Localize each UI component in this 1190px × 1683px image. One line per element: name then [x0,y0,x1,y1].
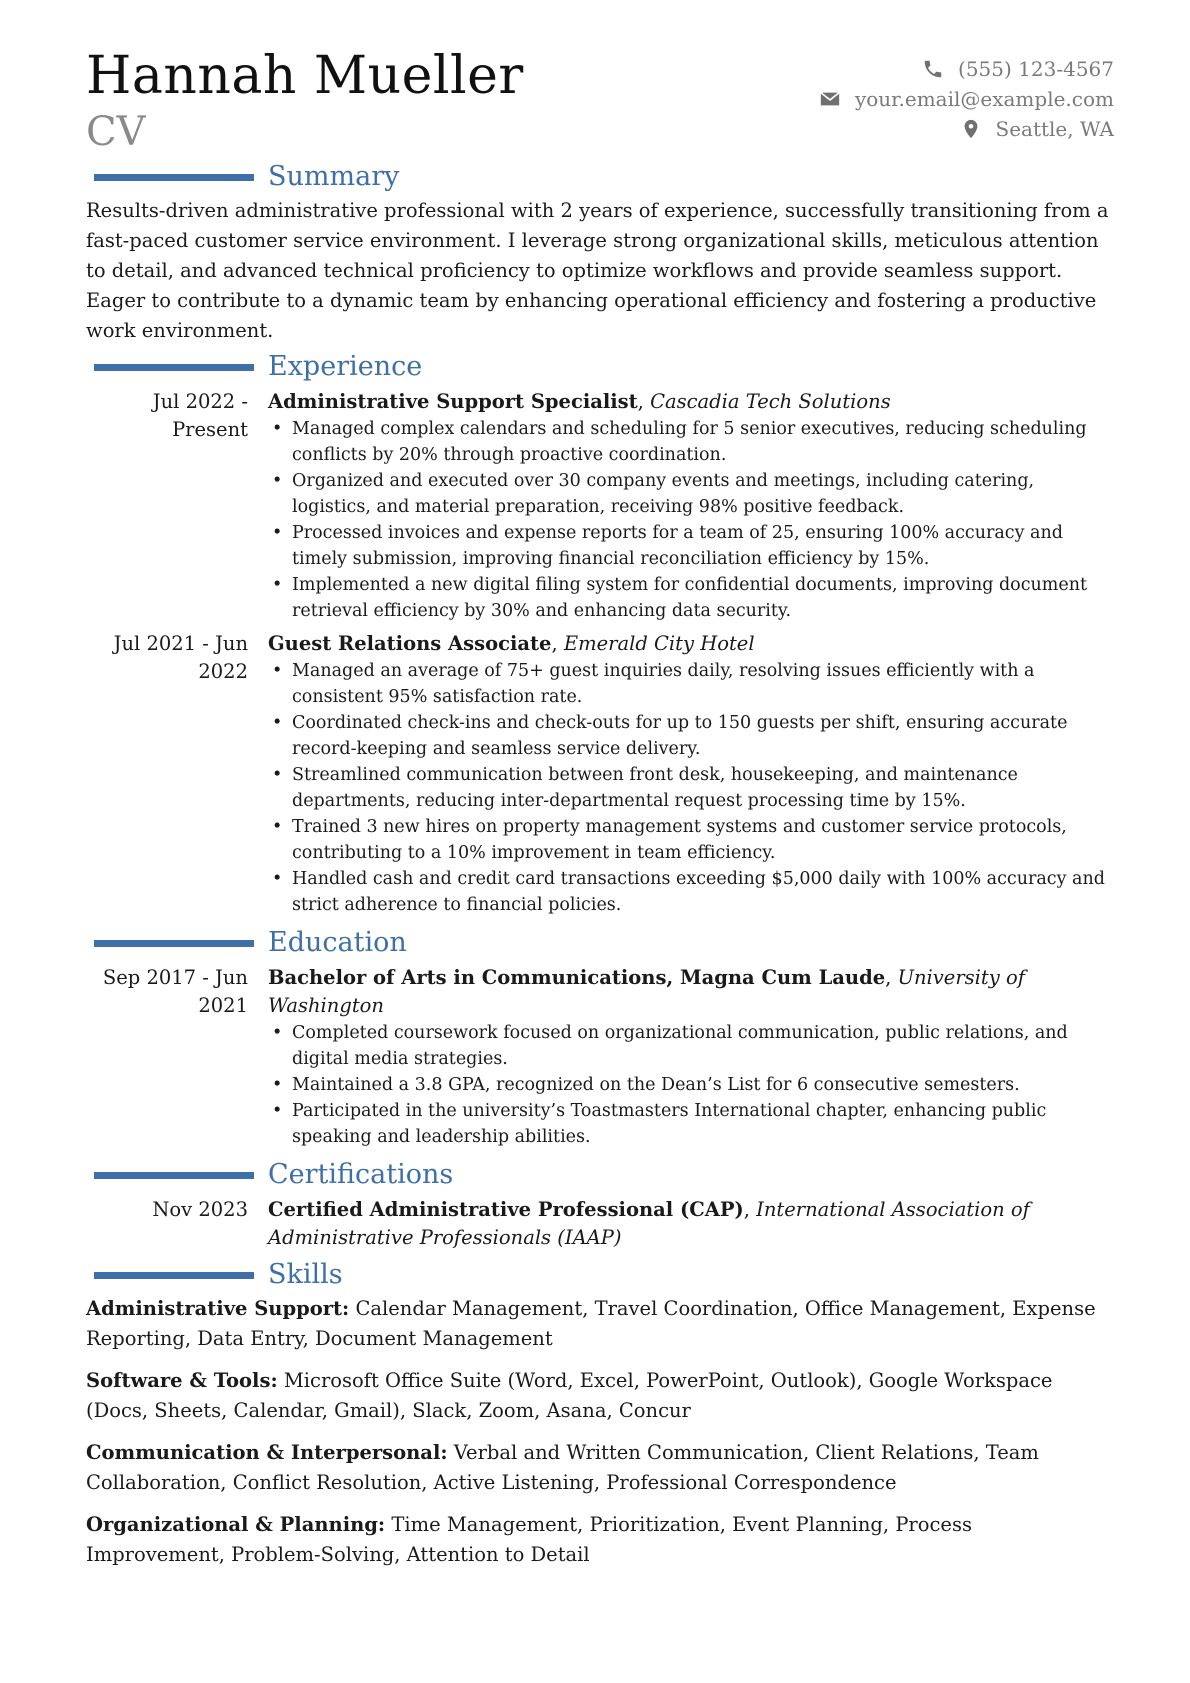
entry-date: Nov 2023 [152,1198,248,1221]
certifications-heading [86,1160,1114,1194]
bullet-item: • Trained 3 new hires on property management systems and customer service protocols, contributing to a 10% improvement in team efficiency. [268,814,1114,866]
section-title: Skills [268,1259,343,1290]
entry-date: Sep 2017 - Jun 2021 [102,966,248,1017]
skill-items: Microsoft Office Suite (Word, Excel, PowerPoint, Outlook), Google Workspace (Docs, Sheets, Calendar, Gmail), Slack, Zoom, Asana, Concur [86,1369,1053,1422]
cv-page [86,40,1114,1582]
experience-entry [86,388,1114,624]
entry-organization: International Association of Administrative Professionals (IAAP) [268,1198,1030,1249]
entry-date: Jul 2021 - Jun 2022 [113,632,248,683]
entry-role: Guest Relations Associate [268,632,552,655]
section-rule [94,174,254,181]
skill-group [86,1438,1114,1498]
skill-category: Administrative Support: [86,1297,350,1320]
map-pin-icon [960,118,982,140]
entry-organization: University of Washington [268,966,1025,1017]
phone-text: (555) 123-4567 [958,57,1114,81]
skill-category: Organizational & Planning: [86,1513,386,1536]
skill-category: Communication & Interpersonal: [86,1441,448,1464]
entry-title: Certified Administrative Professional (CAP), International Association of Administrative Professionals (IAAP) [268,1198,1030,1249]
phone-icon [922,58,944,80]
bullet-item: • Participated in the university’s Toastmasters International chapter, enhancing public speaking and leadership abilities. [268,1098,1114,1150]
bullet-item: • Organized and executed over 30 company events and meetings, including catering, logistics, and material preparation, receiving 98% positive feedback. [268,468,1114,520]
contact-phone[interactable] [819,54,1114,84]
bullet-item: • Completed coursework focused on organizational communication, public relations, and digital media strategies. [268,1020,1114,1072]
bullet-item: • Maintained a 3.8 GPA, recognized on the Dean’s List for 6 consecutive semesters. [268,1072,1114,1098]
entry-bullets [268,1020,1114,1150]
entry-role: Bachelor of Arts in Communications, Magna Cum Laude [268,966,886,989]
entry-organization: Cascadia Tech Solutions [650,390,891,413]
bullet-item: • Streamlined communication between front desk, housekeeping, and maintenance departments, reducing inter-departmental request processing time by 15%. [268,762,1114,814]
skill-group [86,1510,1114,1570]
section-title: Experience [268,351,423,382]
section-title: Education [268,927,407,958]
section-rule [94,940,254,947]
skill-group [86,1366,1114,1426]
document-subtitle: CV [86,109,146,155]
summary-text: Results-driven administrative professional with 2 years of experience, successfully transitioning from a fast-paced customer service environment. I leverage strong organizational skills, meticulous attention to detail, and advanced technical proficiency to optimize workflows and provide seamless support. Eager to contribute to a dynamic team by enhancing operational efficiency and fostering a productive work environment. [86,199,1109,342]
skill-items: Calendar Management, Travel Coordination, Office Management, Expense Reporting, Data Entry, Document Management [86,1297,1096,1350]
entry-bullets [268,658,1114,918]
summary-heading [86,162,1114,196]
bullet-item: • Managed complex calendars and scheduling for 5 senior executives, reducing scheduling conflicts by 20% through proactive coordination. [268,416,1114,468]
entry-organization: Emerald City Hotel [563,632,755,655]
bullet-item: • Coordinated check-ins and check-outs for up to 150 guests per shift, ensuring accurate record-keeping and seamless service delivery. [268,710,1114,762]
skills-heading [86,1260,1114,1294]
section-rule [94,364,254,371]
skill-category: Software & Tools: [86,1369,278,1392]
entry-title: Guest Relations Associate, Emerald City Hotel [268,632,755,655]
person-name: Hannah Mueller [86,46,524,106]
experience-heading [86,352,1114,386]
skill-group [86,1294,1114,1354]
bullet-item: • Handled cash and credit card transactions exceeding $5,000 daily with 100% accuracy and strict adherence to financial policies. [268,866,1114,918]
experience-entry [86,630,1114,918]
entry-title: Bachelor of Arts in Communications, Magna Cum Laude, University of Washington [268,966,1025,1017]
entry-title: Administrative Support Specialist, Cascadia Tech Solutions [268,390,891,413]
bullet-item: • Implemented a new digital filing system for confidential documents, improving document retrieval efficiency by 30% and enhancing data security. [268,572,1114,624]
section-title: Summary [268,161,400,192]
entry-bullets [268,416,1114,624]
contact-info [819,54,1114,144]
cv-header [86,40,1114,158]
envelope-icon [819,88,841,110]
entry-date: Jul 2022 - Present [152,390,248,441]
skill-items: Time Management, Prioritization, Event Planning, Process Improvement, Problem-Solving, Attention to Detail [86,1513,972,1566]
section-title: Certifications [268,1159,454,1190]
skills-list [86,1294,1114,1570]
bullet-item: • Managed an average of 75+ guest inquiries daily, resolving issues efficiently with a consistent 95% satisfaction rate. [268,658,1114,710]
contact-location [819,114,1114,144]
entry-role: Administrative Support Specialist [268,390,638,413]
education-heading [86,928,1114,962]
bullet-item: • Processed invoices and expense reports for a team of 25, ensuring 100% accuracy and timely submission, improving financial reconciliation efficiency by 15%. [268,520,1114,572]
section-rule [94,1172,254,1179]
location-text: Seattle, WA [995,117,1114,141]
contact-email[interactable] [819,84,1114,114]
certification-entry [86,1196,1114,1252]
entry-role: Certified Administrative Professional (CAP) [268,1198,744,1221]
skill-items: Verbal and Written Communication, Client Relations, Team Collaboration, Conflict Resolution, Active Listening, Professional Correspondence [86,1441,1039,1494]
section-rule [94,1272,254,1279]
education-entry [86,964,1114,1150]
email-text: your.email@example.com [854,87,1114,111]
